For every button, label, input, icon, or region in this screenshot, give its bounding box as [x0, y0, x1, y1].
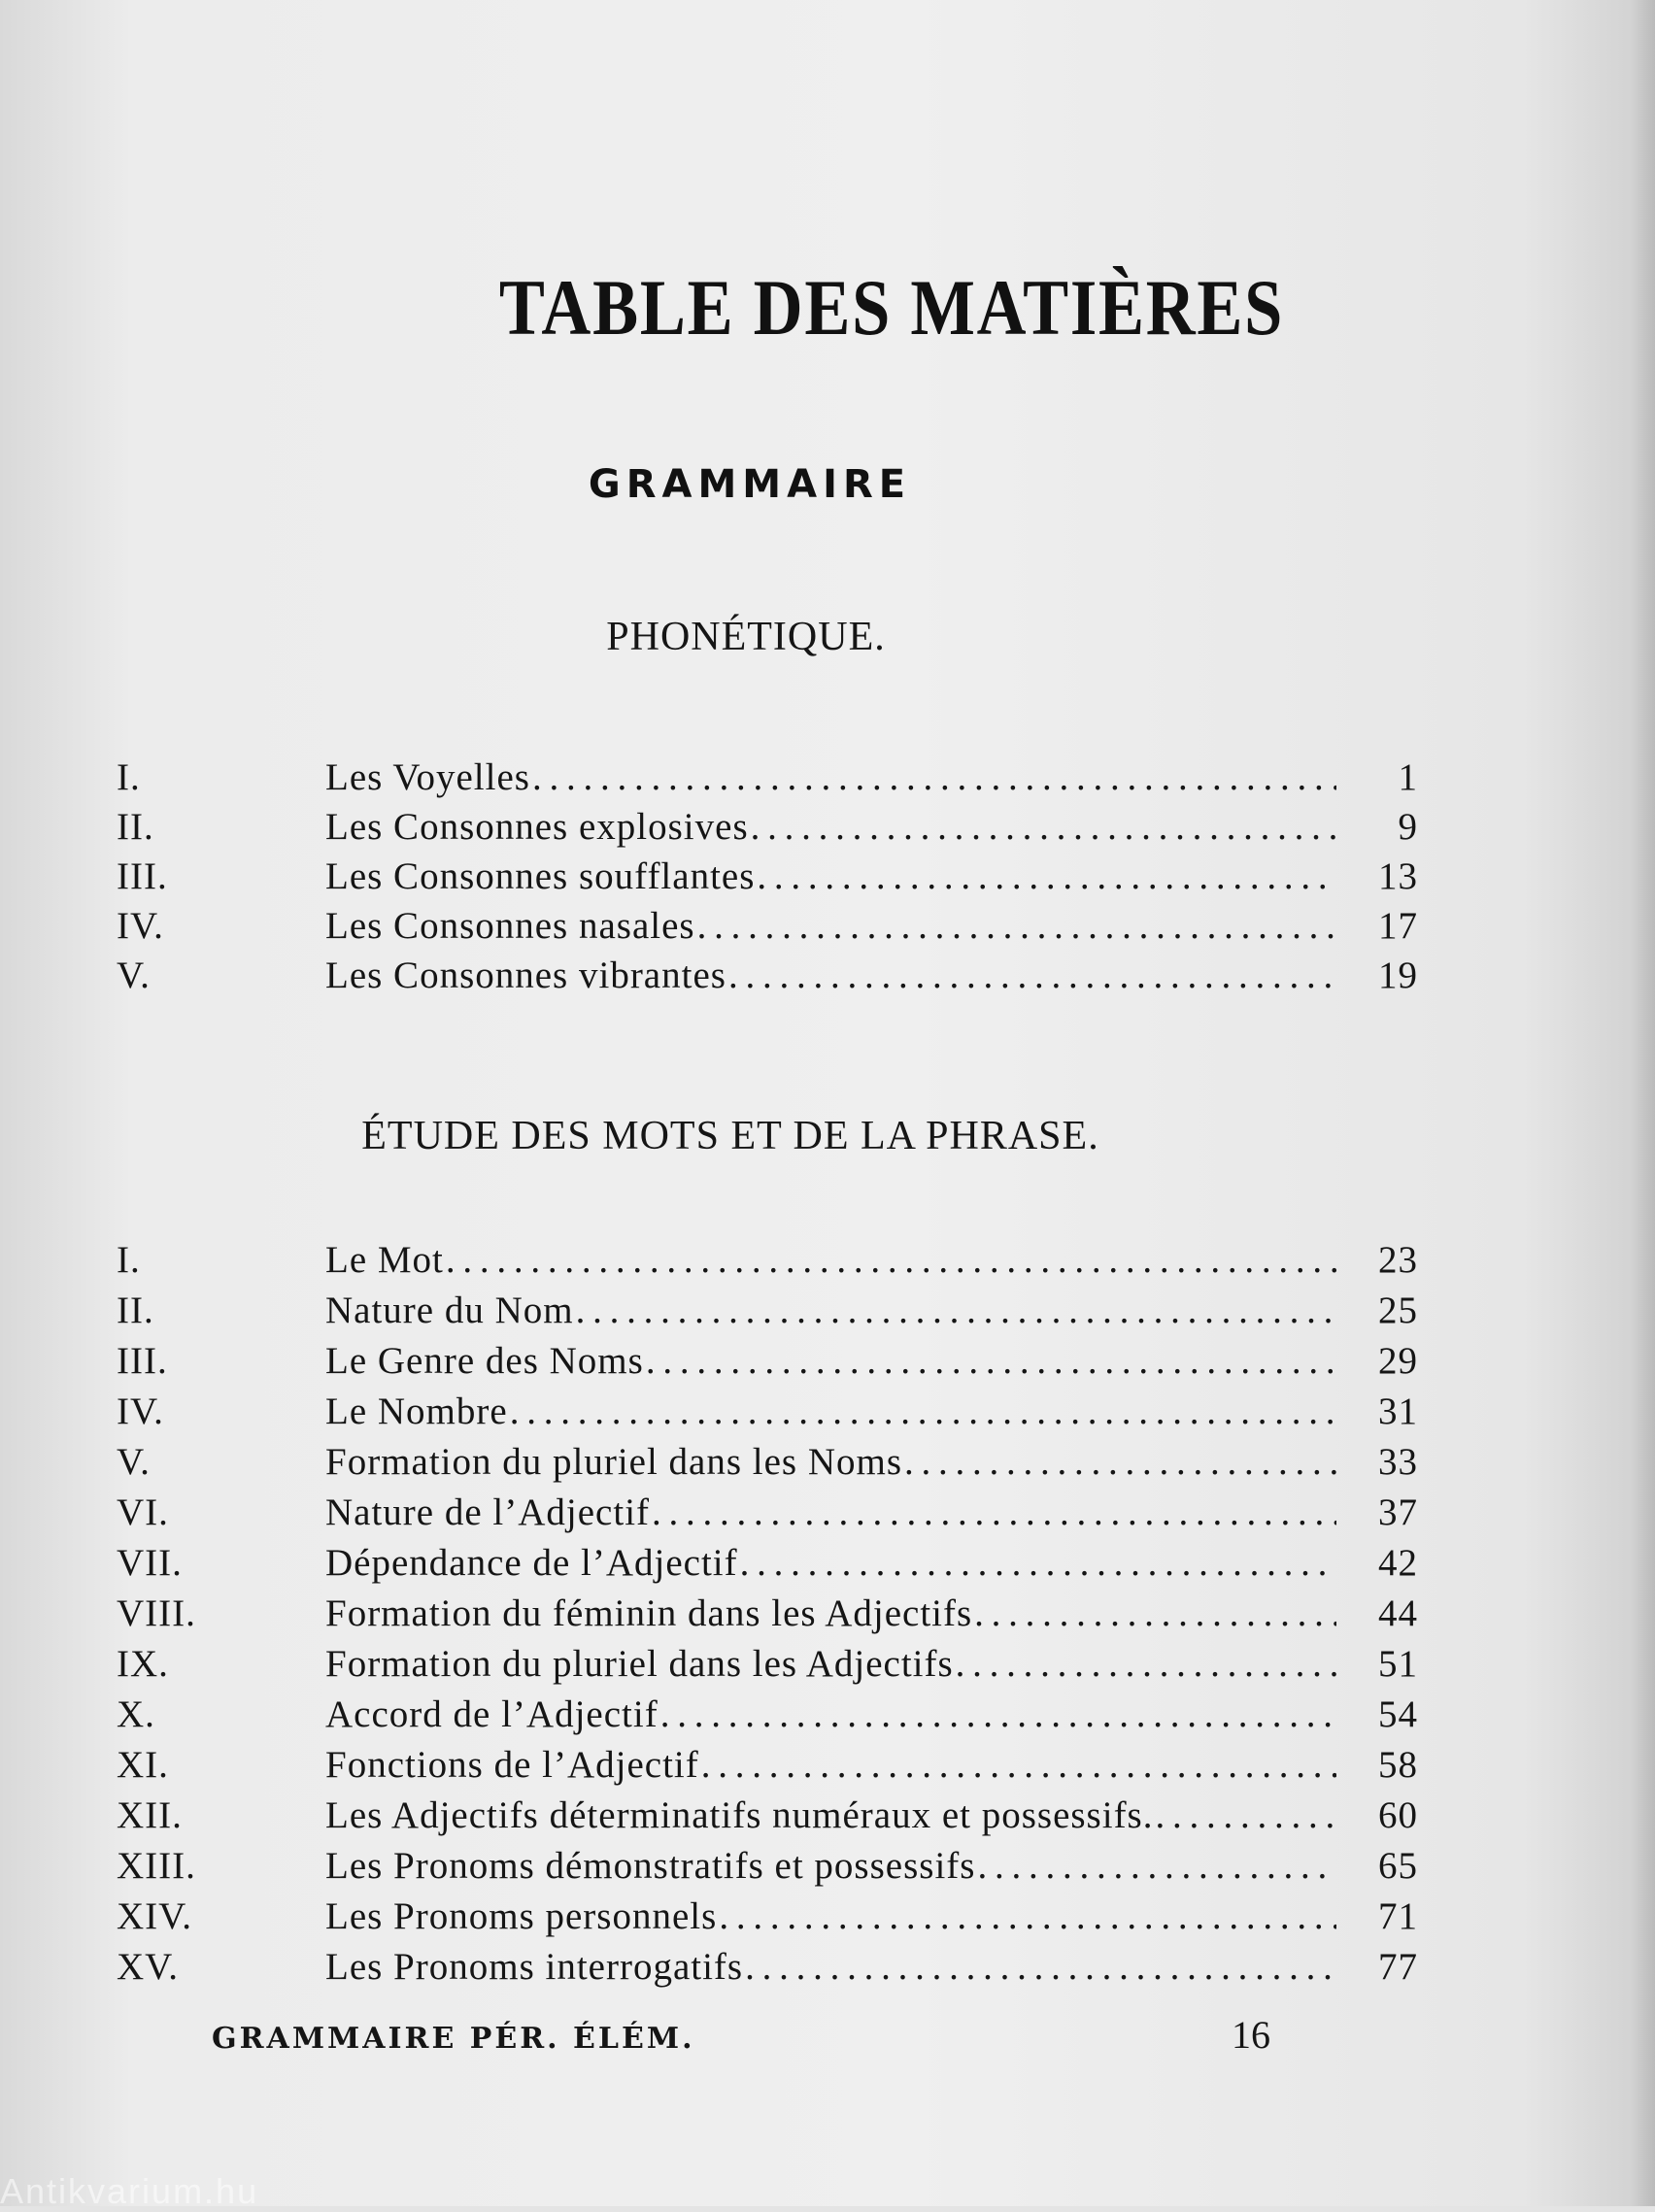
- toc-entry: [117, 755, 1418, 805]
- entry-label: Les Consonnes nasales: [325, 905, 695, 947]
- toc-entry: [117, 1491, 1418, 1541]
- entry-page: 23: [1378, 1239, 1418, 1281]
- toc-entry: [117, 1541, 1418, 1592]
- dot-leader: [510, 1390, 1336, 1433]
- dot-leader: [904, 1440, 1336, 1484]
- entry-page: 58: [1378, 1744, 1418, 1786]
- dot-leader: [532, 755, 1336, 799]
- entry-number: IV.: [117, 1391, 164, 1432]
- dot-leader: [646, 1339, 1336, 1383]
- dot-leader: [751, 805, 1336, 849]
- toc-entry: [117, 805, 1418, 855]
- entry-label: Les Voyelles: [325, 756, 530, 798]
- entry-number: IV.: [117, 905, 164, 947]
- entry-number: V.: [117, 1441, 151, 1483]
- entry-number: X.: [117, 1693, 155, 1735]
- entry-label: Le Genre des Noms: [325, 1340, 644, 1382]
- entry-page: 29: [1378, 1340, 1418, 1382]
- entry-page: 42: [1378, 1542, 1418, 1584]
- toc-entry: [117, 855, 1418, 904]
- entry-page: 65: [1378, 1845, 1418, 1887]
- entry-page: 25: [1378, 1290, 1418, 1331]
- toc-entry: [117, 1743, 1418, 1793]
- entry-label: Fonctions de l’Adjectif: [325, 1744, 699, 1786]
- entry-page: 71: [1378, 1895, 1418, 1937]
- section-heading-etude: ÉTUDE DES MOTS ET DE LA PHRASE.: [361, 1114, 1099, 1158]
- entry-number: II.: [117, 1290, 154, 1331]
- entry-label: Nature de l’Adjectif: [325, 1491, 651, 1533]
- entry-number: VII.: [117, 1542, 183, 1584]
- entry-label: Formation du pluriel dans les Noms: [325, 1441, 903, 1483]
- entry-label: Les Pronoms démonstratifs et possessifs: [325, 1845, 976, 1887]
- entry-page: 17: [1378, 905, 1418, 947]
- dot-leader: [652, 1491, 1336, 1534]
- subtitle: GRAMMAIRE: [588, 462, 912, 507]
- dot-leader: [576, 1289, 1336, 1332]
- toc-entry: [117, 1339, 1418, 1390]
- section-heading-phonetique: PHONÉTIQUE.: [606, 615, 886, 659]
- signature-mark: GRAMMAIRE PÉR. ÉLÉM.: [212, 2022, 695, 2056]
- toc-entry: [117, 1289, 1418, 1339]
- dot-leader: [974, 1592, 1336, 1635]
- entry-number: V.: [117, 955, 151, 996]
- toc-entry: [117, 1894, 1418, 1945]
- toc-entry: [117, 1844, 1418, 1894]
- dot-leader: [660, 1693, 1336, 1736]
- entry-label: Formation du pluriel dans les Adjectifs: [325, 1643, 954, 1685]
- entry-page: 51: [1378, 1643, 1418, 1685]
- dot-leader: [701, 1743, 1336, 1787]
- entry-label: Le Mot: [325, 1239, 444, 1281]
- toc-list-phonetique: [117, 755, 1418, 1003]
- entry-label: Accord de l’Adjectif: [325, 1693, 659, 1735]
- toc-entry: [117, 1793, 1418, 1844]
- entry-number: IX.: [117, 1643, 169, 1685]
- entry-number: XV.: [117, 1946, 180, 1988]
- entry-number: XIV.: [117, 1895, 193, 1937]
- entry-label: Formation du féminin dans les Adjectifs: [325, 1592, 973, 1634]
- dot-leader: [719, 1894, 1336, 1938]
- dot-leader: [745, 1945, 1336, 1989]
- entry-page: 19: [1378, 955, 1418, 996]
- entry-number: III.: [117, 1340, 168, 1382]
- entry-label: Dépendance de l’Adjectif: [325, 1542, 738, 1584]
- entry-page: 13: [1378, 855, 1418, 897]
- entry-page: 37: [1378, 1491, 1418, 1533]
- dot-leader: [977, 1844, 1336, 1888]
- entry-label: Le Nombre: [325, 1391, 508, 1432]
- entry-number: XII.: [117, 1794, 183, 1836]
- entry-number: I.: [117, 756, 141, 798]
- watermark: Antikvarium.hu: [0, 2171, 259, 2211]
- page-title: TABLE DES MATIÈRES: [498, 263, 1285, 352]
- dot-leader: [697, 904, 1336, 948]
- dot-leader: [956, 1642, 1336, 1686]
- entry-label: Les Pronoms personnels: [325, 1895, 718, 1937]
- entry-number: I.: [117, 1239, 141, 1281]
- toc-entry: [117, 1592, 1418, 1642]
- signature-number: 16: [1232, 2013, 1270, 2057]
- entry-page: 31: [1378, 1391, 1418, 1432]
- entry-page: 54: [1378, 1693, 1418, 1735]
- toc-entry: [117, 904, 1418, 954]
- dot-leader: [728, 954, 1336, 997]
- entry-label: Les Consonnes vibrantes: [325, 955, 726, 996]
- dot-leader: [740, 1541, 1336, 1585]
- toc-entry: [117, 1440, 1418, 1491]
- entry-label: Les Consonnes soufflantes: [325, 855, 756, 897]
- entry-label: Les Adjectifs déterminatifs numéraux et possessifs.: [325, 1794, 1154, 1836]
- dot-leader: [757, 855, 1336, 898]
- entry-number: XIII.: [117, 1845, 196, 1887]
- entry-page: 9: [1398, 806, 1418, 848]
- entry-page: 33: [1378, 1441, 1418, 1483]
- page-edge-shadow: [1630, 0, 1655, 2206]
- entry-number: VIII.: [117, 1592, 196, 1634]
- entry-number: XI.: [117, 1744, 169, 1786]
- entry-number: III.: [117, 855, 168, 897]
- toc-entry: [117, 1390, 1418, 1440]
- entry-page: 1: [1398, 756, 1418, 798]
- toc-entry: [117, 954, 1418, 1003]
- toc-list-etude: [117, 1238, 1418, 1995]
- dot-leader: [1155, 1793, 1336, 1837]
- entry-page: 77: [1378, 1946, 1418, 1988]
- dot-leader: [446, 1238, 1336, 1282]
- toc-entry: [117, 1693, 1418, 1743]
- entry-label: Les Consonnes explosives: [325, 806, 749, 848]
- entry-number: II.: [117, 806, 154, 848]
- entry-number: VI.: [117, 1491, 169, 1533]
- toc-entry: [117, 1238, 1418, 1289]
- toc-entry: [117, 1642, 1418, 1693]
- entry-label: Nature du Nom: [325, 1290, 574, 1331]
- entry-page: 44: [1378, 1592, 1418, 1634]
- entry-label: Les Pronoms interrogatifs: [325, 1946, 744, 1988]
- entry-page: 60: [1378, 1794, 1418, 1836]
- toc-entry: [117, 1945, 1418, 1995]
